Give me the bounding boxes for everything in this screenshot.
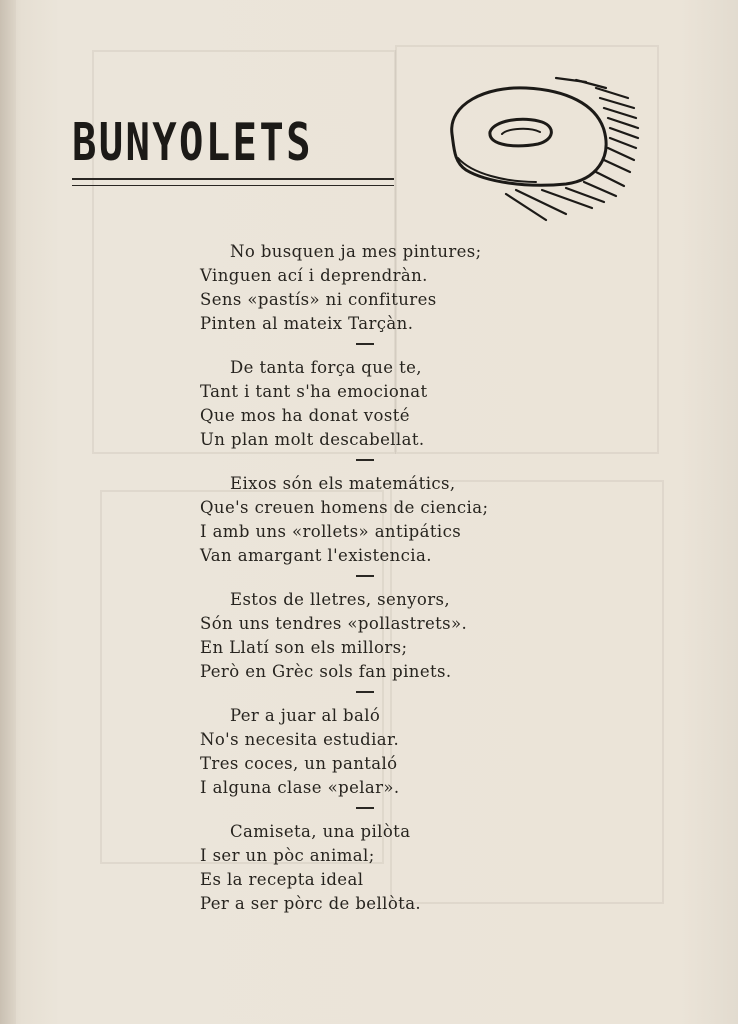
verse-line: Que mos ha donat vosté [200, 406, 410, 425]
page-title: BUNYOLETS [72, 113, 313, 173]
verse-line: Per a ser pòrc de bellòta. [200, 894, 422, 913]
verse-line: Són uns tendres «pollastrets». [200, 614, 468, 633]
title-rule-top [72, 178, 394, 180]
verse-line: Vinguen ací i deprendràn. [200, 266, 428, 285]
verse-line: En Llatí son els millors; [200, 638, 408, 657]
verse-line: Es la recepta ideal [200, 870, 364, 889]
stanza-separator [200, 568, 530, 588]
verse-line: I amb uns «rollets» antipátics [200, 522, 462, 541]
verse-line: Van amargant l'existencia. [200, 546, 432, 565]
stanza-5 [200, 704, 530, 800]
verse-line: Però en Grèc sols fan pinets. [200, 662, 452, 681]
title-rule-bottom [72, 185, 394, 186]
verse-line: Un plan molt descabellat. [200, 430, 425, 449]
verse-line: No busquen ja mes pintures; [230, 242, 482, 261]
stanza-1 [200, 240, 530, 336]
bunyol-icon [446, 74, 642, 222]
stanza-2 [200, 356, 530, 452]
verse-line: No's necesita estudiar. [200, 730, 400, 749]
stanza-separator [200, 800, 530, 820]
stanza-separator [200, 452, 530, 472]
verse-line: Tres coces, un pantaló [200, 754, 398, 773]
poem [200, 240, 530, 916]
verse-line: De tanta força que te, [230, 358, 422, 377]
verse-line: Que's creuen homens de ciencia; [200, 498, 489, 517]
stanza-separator [200, 684, 530, 704]
verse-line: Pinten al mateix Tarçàn. [200, 314, 414, 333]
verse-line: Estos de lletres, senyors, [230, 590, 451, 609]
stanza-3 [200, 472, 530, 568]
verse-line: Camiseta, una pilòta [230, 822, 411, 841]
verse-line: Sens «pastís» ni confitures [200, 290, 437, 309]
page-spine [0, 0, 16, 1024]
verse-line: I ser un pòc animal; [200, 846, 375, 865]
verse-line: Per a juar al baló [230, 706, 381, 725]
stanza-separator [200, 336, 530, 356]
stanza-6 [200, 820, 530, 916]
verse-line: Eixos són els matemátics, [230, 474, 456, 493]
stanza-4 [200, 588, 530, 684]
verse-line: I alguna clase «pelar». [200, 778, 400, 797]
verse-line: Tant i tant s'ha emocionat [200, 382, 428, 401]
